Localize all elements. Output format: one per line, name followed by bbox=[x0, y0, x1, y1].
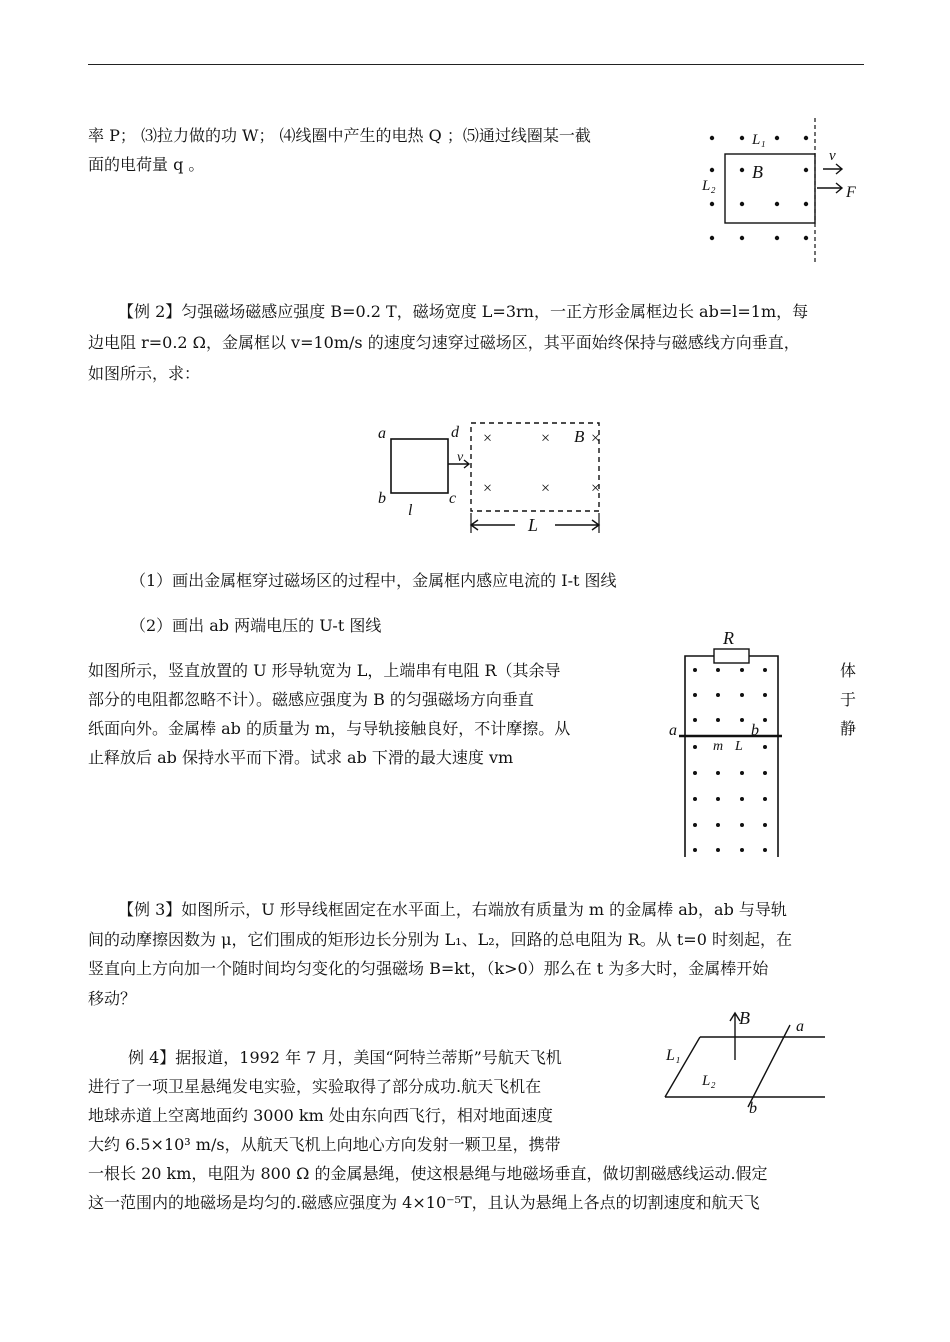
rail-side-text bbox=[840, 656, 856, 743]
cross: × bbox=[591, 430, 601, 447]
label-B: B bbox=[752, 162, 763, 182]
intro-line-1: 率 P； ⑶拉力做的功 W； ⑷线圈中产生的电热 Q ；⑸通过线圈某一截 bbox=[88, 126, 591, 145]
rail-side-2: 于 bbox=[840, 690, 857, 709]
example-4-line-4: 大约 6.5×10³ m/s，从航天飞机上向地心方向发射一颗卫星，携带 bbox=[88, 1135, 561, 1154]
label-v: v bbox=[457, 450, 464, 465]
example-4-line-5: 一根长 20 km，电阻为 800 Ω 的金属悬绳，使这根悬绳与地磁场垂直，做切割磁感线运动.假定 bbox=[88, 1164, 768, 1183]
rail-line-2: 部分的电阻都忽略不计）。磁感应强度为 B 的匀强磁场方向垂直 bbox=[88, 690, 534, 709]
coil-rectangle bbox=[725, 154, 815, 223]
label-F: F bbox=[846, 184, 856, 201]
arrow-F bbox=[817, 183, 842, 193]
square-frame bbox=[391, 439, 448, 493]
label-a: a bbox=[378, 425, 386, 442]
label-L: L bbox=[735, 739, 743, 754]
resistor bbox=[714, 649, 749, 663]
figure-loop-in-field bbox=[690, 118, 870, 263]
label-L: L bbox=[528, 515, 539, 535]
label-d: d bbox=[451, 424, 459, 441]
label-l: l bbox=[408, 502, 413, 519]
example-4-line-3: 地球赤道上空离地面约 3000 km 处由东向西飞行，相对地面速度 bbox=[88, 1106, 553, 1125]
label-m: m bbox=[713, 739, 724, 754]
example-3-line-3: 竖直向上方向加一个随时间均匀变化的匀强磁场 B=kt，（k>0）那么在 t 为多大时，金属棒开始 bbox=[88, 959, 769, 978]
example-2-line-2: 边电阻 r=0.2 Ω，金属框以 v=10m/s 的速度匀速穿过磁场区，其平面始终保持与磁感线方向垂直， bbox=[88, 333, 800, 352]
cross: × bbox=[483, 430, 493, 447]
intro-paragraph bbox=[88, 122, 591, 179]
label-b: b bbox=[749, 1100, 757, 1117]
example-3-line-1: 【例 3】如图所示，U 形导线框固定在水平面上，右端放有质量为 m 的金属棒 ab，ab 与导轨 bbox=[118, 900, 787, 919]
arrow-v bbox=[823, 164, 842, 174]
cross: × bbox=[483, 480, 493, 497]
example-3-paragraph bbox=[88, 895, 792, 1013]
rail-frame bbox=[685, 656, 778, 857]
example-2-paragraph bbox=[88, 296, 808, 389]
rail-line-1: 如图所示，竖直放置的 U 形导轨宽为 L，上端串有电阻 R（其余导 bbox=[88, 661, 561, 680]
example-4-line-6: 这一范围内的地磁场是均匀的.磁感应强度为 4×10⁻⁵T，且认为悬绳上各点的切割速度和航天飞 bbox=[88, 1193, 760, 1212]
example-2-line-3: 如图所示，求： bbox=[88, 364, 201, 383]
cross: × bbox=[591, 480, 601, 497]
example-4-paragraph bbox=[88, 1043, 768, 1217]
label-L1: L₁ bbox=[752, 132, 766, 148]
rail-line-3: 纸面向外。金属棒 ab 的质量为 m，与导轨接触良好，不计摩擦。从 bbox=[88, 719, 571, 738]
figure-vertical-rail bbox=[665, 625, 795, 860]
rail-line-4: 止释放后 ab 保持水平而下滑。试求 ab 下滑的最大速度 vm bbox=[88, 748, 514, 767]
label-L1: L₁ bbox=[666, 1047, 681, 1064]
label-a: a bbox=[669, 722, 677, 739]
rail-side-3: 静 bbox=[840, 719, 857, 738]
example-3-line-4: 移动？ bbox=[88, 988, 137, 1008]
field-dots bbox=[693, 668, 767, 852]
question-2: （2）画出 ab 两端电压的 U-t 图线 bbox=[130, 616, 382, 635]
figure-frame-through-field bbox=[370, 415, 620, 545]
label-L2: L₂ bbox=[702, 1073, 716, 1089]
rail-example-paragraph bbox=[88, 656, 570, 772]
example-2-line-1: 【例 2】匀强磁场磁感应强度 B=0.2 T，磁场宽度 L=3rn，一正方形金属框边长 ab=l=1m，每 bbox=[118, 302, 809, 321]
label-v: v bbox=[829, 148, 836, 164]
label-c: c bbox=[449, 490, 457, 507]
label-b: b bbox=[378, 490, 386, 507]
cross: × bbox=[541, 480, 551, 497]
label-R: R bbox=[723, 628, 734, 648]
label-B: B bbox=[739, 1008, 750, 1028]
example-3-line-2: 间的动摩擦因数为 μ，它们围成的矩形边长分别为 L₁、L₂，回路的总电阻为 R。从 t=0 时刻起，在 bbox=[88, 929, 792, 949]
cross: × bbox=[541, 430, 551, 447]
label-b: b bbox=[751, 722, 759, 739]
label-L2: L₂ bbox=[702, 178, 716, 194]
header-rule bbox=[88, 64, 864, 65]
label-B: B bbox=[574, 427, 585, 446]
example-4-line-2: 进行了一项卫星悬绳发电实验，实验取得了部分成功.航天飞机在 bbox=[88, 1077, 542, 1096]
label-a: a bbox=[796, 1018, 804, 1035]
example-4-line-1: 例 4】据报道，1992 年 7 月，美国“阿特兰蒂斯”号航天飞机 bbox=[128, 1048, 562, 1067]
question-1: （1）画出金属框穿过磁场区的过程中，金属框内感应电流的 I-t 图线 bbox=[130, 571, 617, 590]
intro-line-2: 面的电荷量 q 。 bbox=[88, 154, 205, 174]
rail-side-1: 体 bbox=[840, 661, 857, 680]
